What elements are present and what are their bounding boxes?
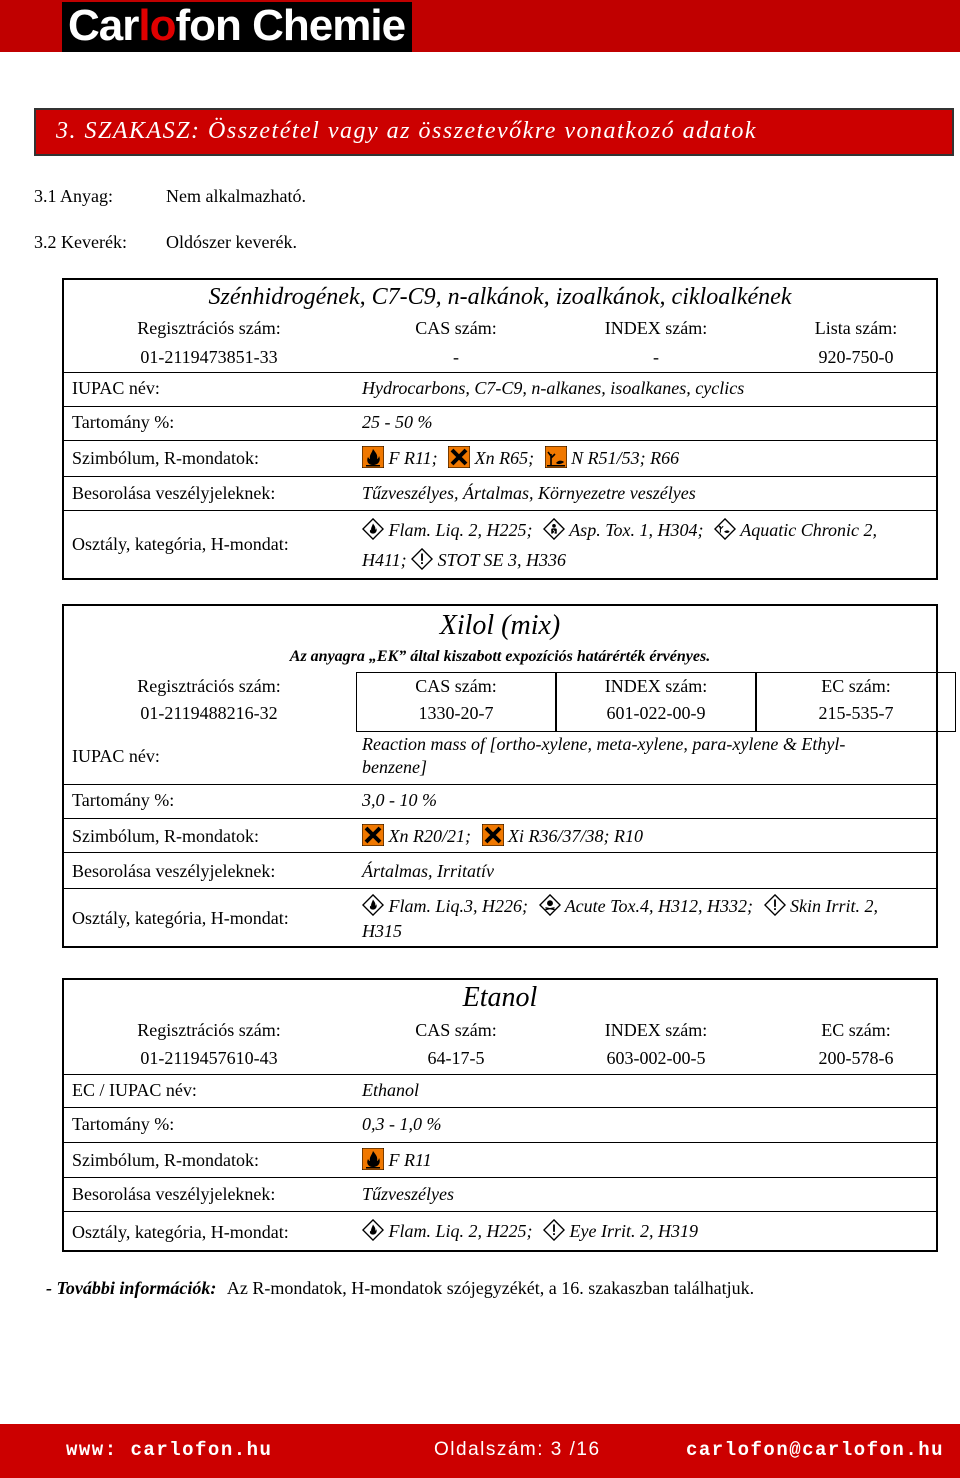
symbol-r-phrases	[362, 824, 643, 847]
ec-value: 215-535-7	[818, 703, 894, 723]
divider	[64, 372, 936, 373]
h-statements-line1	[362, 894, 878, 917]
symbol-label: Szimbólum, R-mondatok:	[72, 826, 259, 846]
reg-number-label: Regisztrációs szám:	[137, 1020, 281, 1040]
h-statements-line2	[362, 548, 566, 571]
index-value: 603-002-00-5	[606, 1048, 706, 1068]
divider	[64, 888, 936, 889]
r-phrase: F R11;	[388, 448, 438, 468]
mixture-label: 3.2 Keverék:	[34, 232, 127, 252]
classification-value: Ártalmas, Irritatív	[362, 861, 495, 881]
ghs-flame-icon	[362, 894, 384, 916]
iupac-value-line2: benzene]	[362, 757, 427, 777]
reg-number-value: 01-2119457610-43	[140, 1048, 278, 1068]
page-footer	[0, 1424, 960, 1478]
divider	[64, 1107, 936, 1108]
h-phrase: Asp. Tox. 1, H304;	[569, 520, 704, 540]
ec-value: 200-578-6	[818, 1048, 894, 1068]
ghs-exclamation-icon	[411, 548, 433, 570]
section-title-bar	[34, 108, 954, 156]
range-value: 0,3 - 1,0 %	[362, 1114, 442, 1134]
cas-label: CAS szám:	[415, 318, 497, 338]
harmful-cross-icon	[448, 446, 470, 468]
r-phrase: Xn R20/21;	[388, 826, 471, 846]
cas-value: -	[453, 347, 459, 367]
h-phrase: Aquatic Chronic 2,	[740, 520, 878, 540]
flame-hazard-icon	[362, 446, 384, 468]
iupac-value: Hydrocarbons, C7-C9, n-alkanes, isoalkanes, cyclics	[362, 378, 745, 398]
index-label: INDEX szám:	[604, 1020, 708, 1040]
iupac-value-line1: Reaction mass of [ortho-xylene, meta-xylene, para-xylene & Ethyl-	[362, 734, 846, 754]
divider	[64, 852, 936, 853]
classification-value: Tűzveszélyes	[362, 1184, 454, 1204]
irritant-cross-icon	[482, 824, 504, 846]
r-phrase: N R51/53; R66	[571, 448, 680, 468]
ghs-environment-icon	[714, 518, 736, 540]
divider	[64, 818, 936, 819]
more-info	[46, 1278, 754, 1299]
r-phrase: F R11	[388, 1150, 432, 1170]
index-value: 601-022-00-9	[606, 703, 706, 723]
footer-email: carlofon@carlofon.hu	[686, 1439, 945, 1461]
exposure-note: Az anyagra „EK” által kiszabott expozíciós határérték érvényes.	[289, 648, 711, 665]
symbol-label: Szimbólum, R-mondatok:	[72, 1150, 259, 1170]
harmful-cross-icon	[362, 824, 384, 846]
environment-hazard-icon	[545, 446, 567, 468]
more-info-label: - További információk:	[46, 1278, 217, 1298]
index-label: INDEX szám:	[604, 676, 708, 696]
h-phrase: H411;	[362, 550, 407, 570]
logo-text-part3: fon Chemie	[175, 1, 406, 50]
divider	[64, 1142, 936, 1143]
divider	[64, 440, 936, 441]
r-phrase: Xi R36/37/38; R10	[508, 826, 643, 846]
ghs-skull-icon	[539, 894, 561, 916]
ec-label: EC szám:	[821, 676, 891, 696]
index-value: -	[653, 347, 659, 367]
h-phrase: STOT SE 3, H336	[437, 550, 567, 570]
range-value: 3,0 - 10 %	[362, 790, 437, 810]
component-title: Xilol (mix)	[439, 610, 561, 641]
component-title: Szénhidrogének, C7-C9, n-alkánok, izoalkánok, cikloalkének	[208, 284, 792, 310]
list-number-label: Lista szám:	[814, 318, 898, 338]
h-statement-label: Osztály, kategória, H-mondat:	[72, 908, 289, 928]
logo-text-part1: Car	[68, 1, 139, 50]
flame-hazard-icon	[362, 1148, 384, 1170]
cas-label: CAS szám:	[415, 1020, 497, 1040]
divider	[64, 1177, 936, 1178]
substance-value: Nem alkalmazható.	[166, 186, 306, 206]
h-phrase: Flam. Liq.3, H226;	[388, 896, 528, 916]
h-statement-label: Osztály, kategória, H-mondat:	[72, 534, 289, 554]
list-number-value: 920-750-0	[818, 347, 894, 367]
reg-number-label: Regisztrációs szám:	[137, 318, 281, 338]
ghs-health-hazard-icon	[543, 518, 565, 540]
footer-website: www: carlofon.hu	[66, 1439, 273, 1461]
more-info-text: Az R-mondatok, H-mondatok szójegyzékét, a 16. szakaszban találhatjuk.	[226, 1278, 755, 1298]
reg-number-value: 01-2119488216-32	[140, 703, 278, 723]
section-title: 3. SZAKASZ: Összetétel vagy az összetevőkre vonatkozó adatok	[56, 118, 758, 144]
divider	[64, 510, 936, 511]
range-label: Tartomány %:	[72, 1114, 175, 1134]
ghs-flame-icon	[362, 1219, 384, 1241]
index-label: INDEX szám:	[604, 318, 708, 338]
ghs-exclamation-icon	[764, 894, 786, 916]
range-label: Tartomány %:	[72, 790, 175, 810]
h-statements-line2: H315	[362, 921, 402, 941]
mixture-value: Oldószer keverék.	[166, 232, 297, 252]
classification-label: Besorolása veszélyjeleknek:	[72, 861, 276, 881]
h-statements-line1	[362, 518, 877, 541]
h-statement-label: Osztály, kategória, H-mondat:	[72, 1222, 289, 1242]
range-label: Tartomány %:	[72, 412, 175, 432]
logo-text-part2: lo	[138, 1, 176, 50]
divider	[64, 1074, 936, 1075]
symbol-r-phrases	[362, 1148, 432, 1171]
iupac-label: IUPAC név:	[72, 746, 160, 766]
reg-number-value: 01-2119473851-33	[140, 347, 278, 367]
h-statements-line1	[362, 1219, 698, 1242]
h-phrase: Eye Irrit. 2, H319	[569, 1221, 698, 1241]
cas-label: CAS szám:	[415, 676, 497, 696]
h-phrase: Flam. Liq. 2, H225;	[388, 1221, 533, 1241]
cas-value: 1330-20-7	[418, 703, 494, 723]
classification-label: Besorolása veszélyjeleknek:	[72, 1184, 276, 1204]
r-phrase: Xn R65;	[474, 448, 535, 468]
logo	[68, 0, 405, 54]
ec-iupac-label: EC / IUPAC név:	[72, 1080, 197, 1100]
ec-label: EC szám:	[821, 1020, 891, 1040]
ghs-flame-icon	[362, 518, 384, 540]
ghs-exclamation-icon	[543, 1219, 565, 1241]
symbol-r-phrases	[362, 446, 679, 469]
cas-value: 64-17-5	[427, 1048, 485, 1068]
component-title: Etanol	[462, 982, 538, 1013]
symbol-label: Szimbólum, R-mondatok:	[72, 448, 259, 468]
divider	[64, 406, 936, 407]
classification-label: Besorolása veszélyjeleknek:	[72, 483, 276, 503]
divider	[64, 784, 936, 785]
footer-page-number: Oldalszám: 3 /16	[434, 1439, 601, 1460]
substance-label: 3.1 Anyag:	[34, 186, 113, 206]
h-phrase: Flam. Liq. 2, H225;	[388, 520, 533, 540]
reg-number-label: Regisztrációs szám:	[137, 676, 281, 696]
classification-value: Tűzveszélyes, Ártalmas, Környezetre veszélyes	[362, 483, 696, 503]
h-phrase: Skin Irrit. 2,	[790, 896, 879, 916]
page-header	[0, 0, 960, 60]
h-phrase: Acute Tox.4, H312, H332;	[564, 896, 754, 916]
range-value: 25 - 50 %	[362, 412, 433, 432]
divider	[64, 476, 936, 477]
divider	[64, 1211, 936, 1212]
iupac-label: IUPAC név:	[72, 378, 160, 398]
iupac-value: Ethanol	[362, 1080, 419, 1100]
